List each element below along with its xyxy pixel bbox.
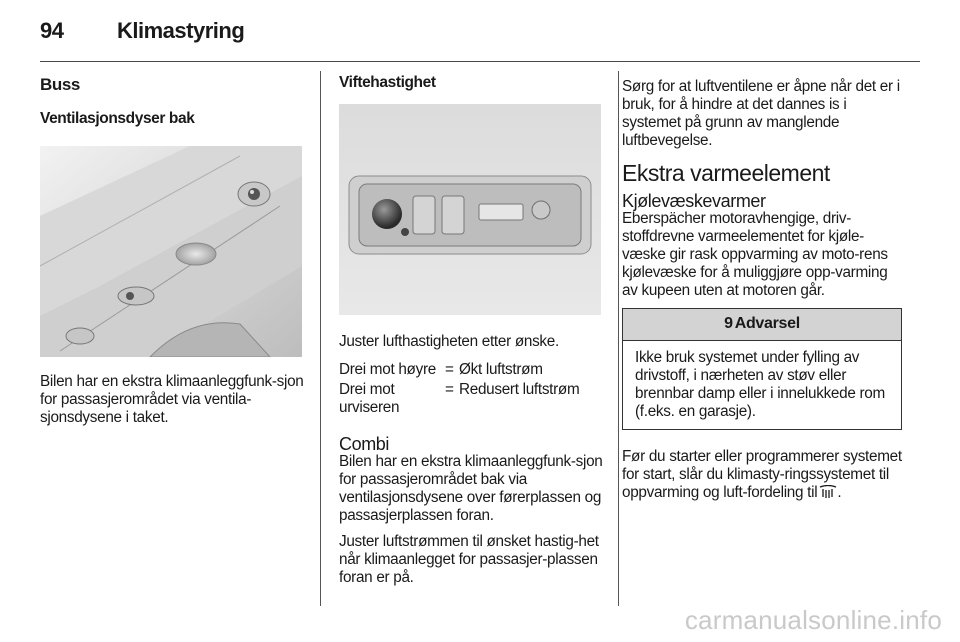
watermark: carmanualsonline.info	[684, 605, 942, 635]
warning-header	[623, 309, 901, 341]
air-distribution-icon	[819, 485, 837, 504]
warning-title: Advarsel	[734, 315, 800, 332]
column-divider-left	[320, 71, 321, 606]
header-rule	[40, 61, 920, 62]
vents-open-note: Sørg for at luftventilene er åpne når det er i bruk, for å hindre at det dannes is i systemet på grunn av manglende luftbevegelse.	[622, 78, 900, 149]
warning-box	[622, 308, 902, 430]
legend-row	[339, 381, 604, 419]
column-1	[40, 72, 305, 435]
page-number: 94	[40, 18, 64, 43]
rear-vents-description: Bilen har en ekstra klimaanleggfunk-sjon for passasjerområdet via ventila-sjonsdysene i taket.	[40, 373, 304, 426]
column-3	[622, 72, 904, 512]
subheading-fan-speed: Viftehastighet	[339, 74, 436, 91]
column-2	[339, 72, 604, 595]
legend-equals: =	[445, 361, 454, 378]
fan-speed-control-panel-illustration	[339, 104, 601, 315]
page-header-title: Klimastyring	[117, 18, 245, 43]
combi-paragraph-2: Juster luftstrømmen til ønsket hastig-het når klimaanlegget for passasjer-plassen foran er på.	[339, 533, 599, 586]
legend-term: Drei mot høyre	[339, 361, 436, 378]
subheading-coolant-heater: Kjølevæskevarmer	[622, 191, 766, 211]
coolant-heater-description: Eberspächer motoravhengige, driv-stoffdrevne varmeelementet for kjøle-væske gir rask oppvarming av moto-rens kjølevæske for å muliggjøre opp-varming av kupeen uten at motoren går.	[622, 210, 888, 299]
section-heading-combi: Combi	[339, 434, 390, 454]
fan-speed-instruction: Juster lufthastigheten etter ønske.	[339, 333, 559, 350]
section-heading-extra-heater: Ekstra varmeelement	[622, 160, 830, 186]
section-heading-buss: Buss	[40, 75, 80, 94]
legend-term: Drei mot urviseren	[339, 381, 400, 416]
combi-paragraph-1: Bilen har en ekstra klimaanleggfunk-sjon for passasjerområdet bak via ventilasjonsdysene over førerplassen og passasjerplassen foran.	[339, 453, 603, 524]
warning-text: Ikke bruk systemet under fylling av drivstoff, i nærheten av støv eller brennbar damp eller i innelukkede rom (f.eks. en garasje).	[635, 349, 885, 420]
closing-paragraph: Før du starter eller programmerer systemet for start, slår du klimasty-ringssystemet til oppvarming og luft-fordeling til .	[622, 448, 904, 504]
column-divider-right	[618, 71, 619, 606]
legend-row	[339, 361, 604, 381]
subheading-rear-vents: Ventilasjonsdyser bak	[40, 110, 195, 127]
rear-ceiling-vents-illustration	[40, 146, 302, 357]
knob-legend-table	[339, 361, 604, 419]
legend-description: Redusert luftstrøm	[459, 381, 580, 398]
legend-description: Økt luftstrøm	[459, 361, 543, 378]
legend-equals: =	[445, 381, 454, 398]
warning-triangle-icon: 9	[724, 315, 733, 332]
closing-text: Før du starter eller programmerer systemet for start, slår du klimasty-ringssystemet til oppvarming og luft-fordeling til	[622, 448, 902, 501]
